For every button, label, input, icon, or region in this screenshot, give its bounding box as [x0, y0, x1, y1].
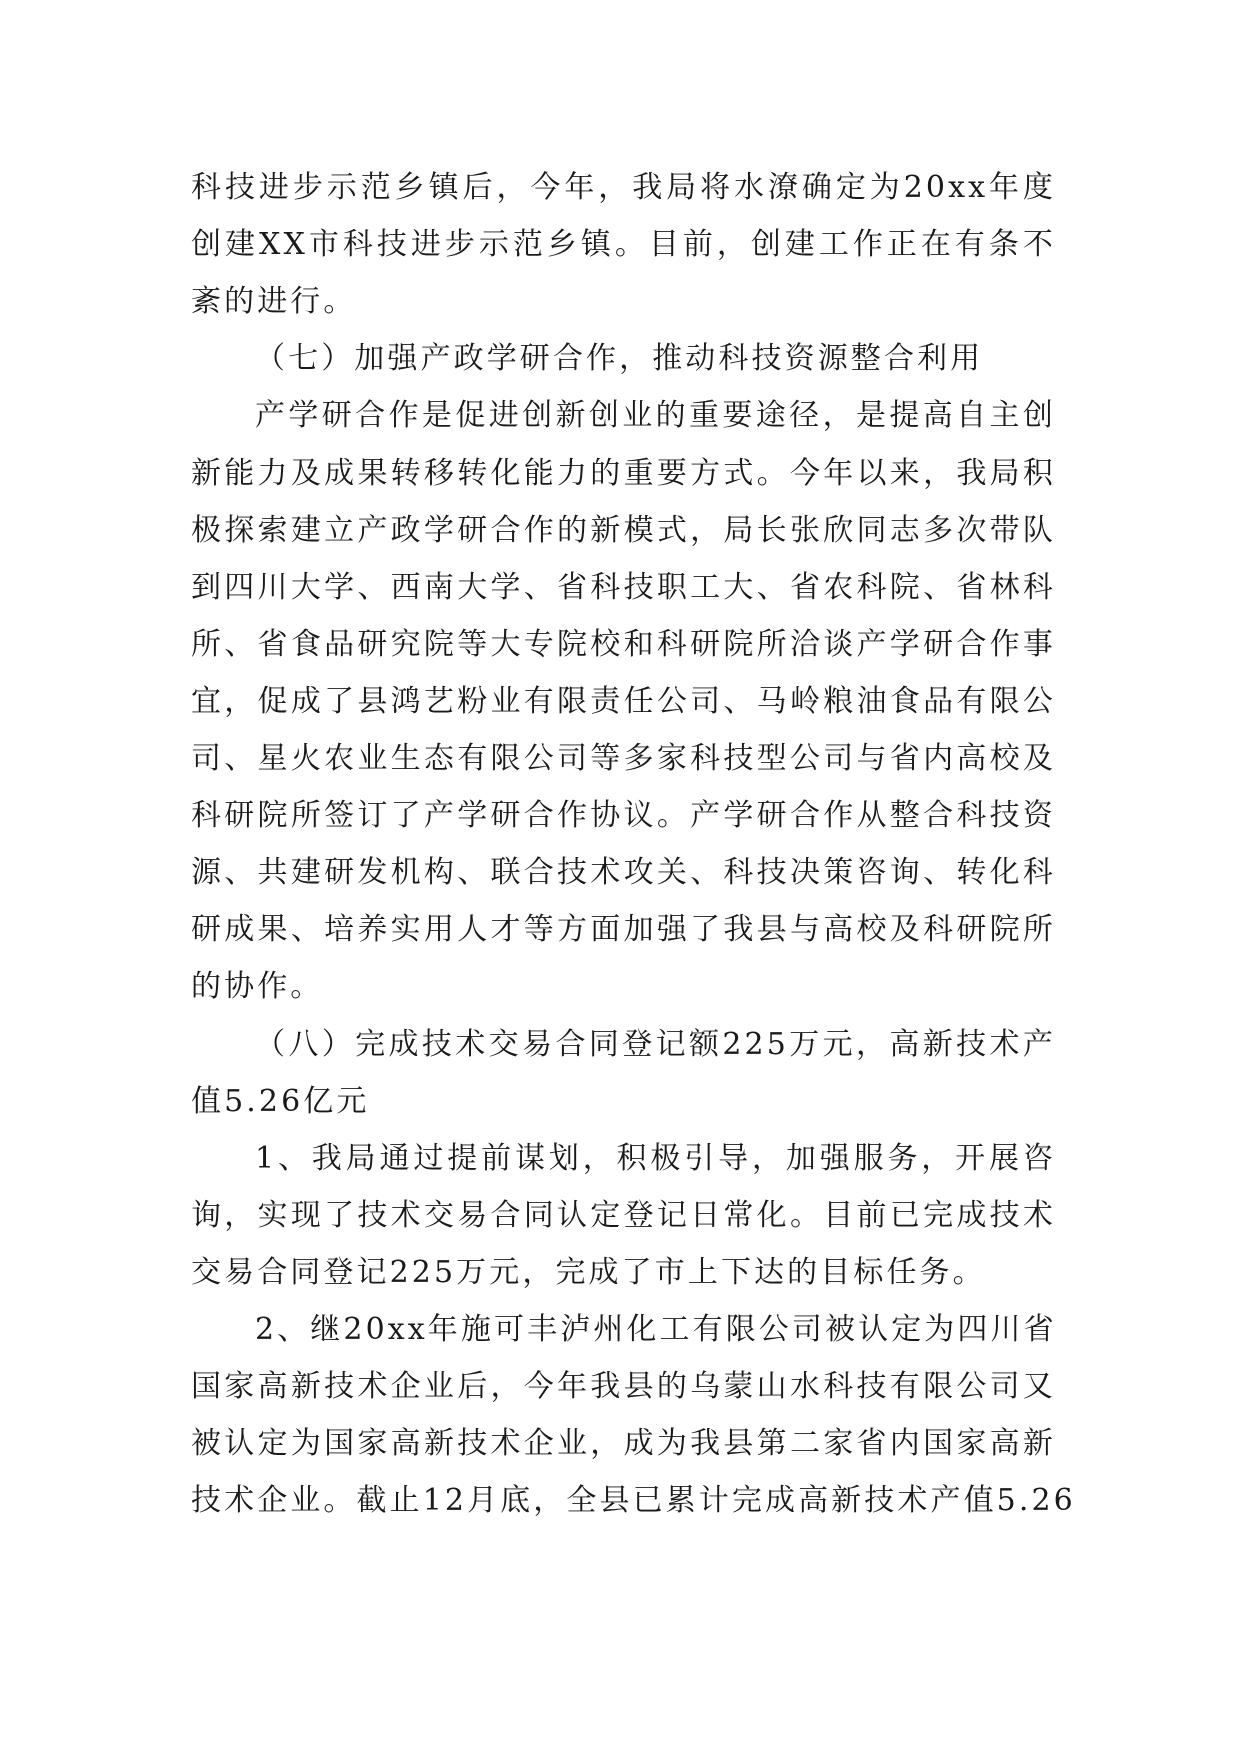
text-line: 科研院所签订了产学研合作协议。产学研合作从整合科技资	[191, 798, 1056, 833]
text-line: 到四川大学、西南大学、省科技职工大、省农科院、省林科	[191, 570, 1056, 605]
text-line: 司、星火农业生态有限公司等多家科技型公司与省内高校及	[191, 741, 1056, 776]
text-line: 值5.26亿元	[191, 1084, 370, 1119]
text-line: 极探索建立产政学研合作的新模式，局长张欣同志多次带队	[191, 513, 1056, 548]
text-line: （七）加强产政学研合作，推动科技资源整合利用	[255, 341, 984, 376]
text-line: 宜，促成了县鸿艺粉业有限责任公司、马岭粮油食品有限公	[191, 684, 1056, 719]
text-line: 所、省食品研究院等大专院校和科研院所洽谈产学研合作事	[191, 627, 1056, 662]
text-line: 国家高新技术企业后，今年我县的乌蒙山水科技有限公司又	[191, 1369, 1056, 1404]
text-line: 被认定为国家高新技术企业，成为我县第二家省内国家高新	[191, 1426, 1056, 1461]
text-line: 的协作。	[191, 969, 324, 1004]
text-line: 科技进步示范乡镇后，今年，我局将水潦确定为20xx年度	[191, 170, 1056, 205]
text-line: 源、共建研发机构、联合技术攻关、科技决策咨询、转化科	[191, 855, 1056, 890]
text-line: 研成果、培养实用人才等方面加强了我县与高校及科研院所	[191, 912, 1056, 947]
text-line: 2、继20xx年施可丰泸州化工有限公司被认定为四川省	[255, 1312, 1057, 1347]
text-line: 1、我局通过提前谋划，积极引导，加强服务，开展咨	[255, 1141, 1056, 1176]
text-line: 创建XX市科技进步示范乡镇。目前，创建工作正在有条不	[191, 227, 1056, 262]
text-line: 询，实现了技术交易合同认定登记日常化。目前已完成技术	[191, 1198, 1056, 1233]
text-line: 产学研合作是促进创新创业的重要途径，是提高自主创	[255, 398, 1056, 433]
text-line: 新能力及成果转移转化能力的重要方式。今年以来，我局积	[191, 456, 1056, 491]
text-line: 紊的进行。	[191, 284, 357, 319]
text-line: 技术企业。截止12月底，全县已累计完成高新技术产值5.26	[191, 1483, 1076, 1518]
text-line: （八）完成技术交易合同登记额225万元，高新技术产	[255, 1027, 1056, 1062]
text-line: 交易合同登记225万元，完成了市上下达的目标任务。	[191, 1255, 986, 1290]
